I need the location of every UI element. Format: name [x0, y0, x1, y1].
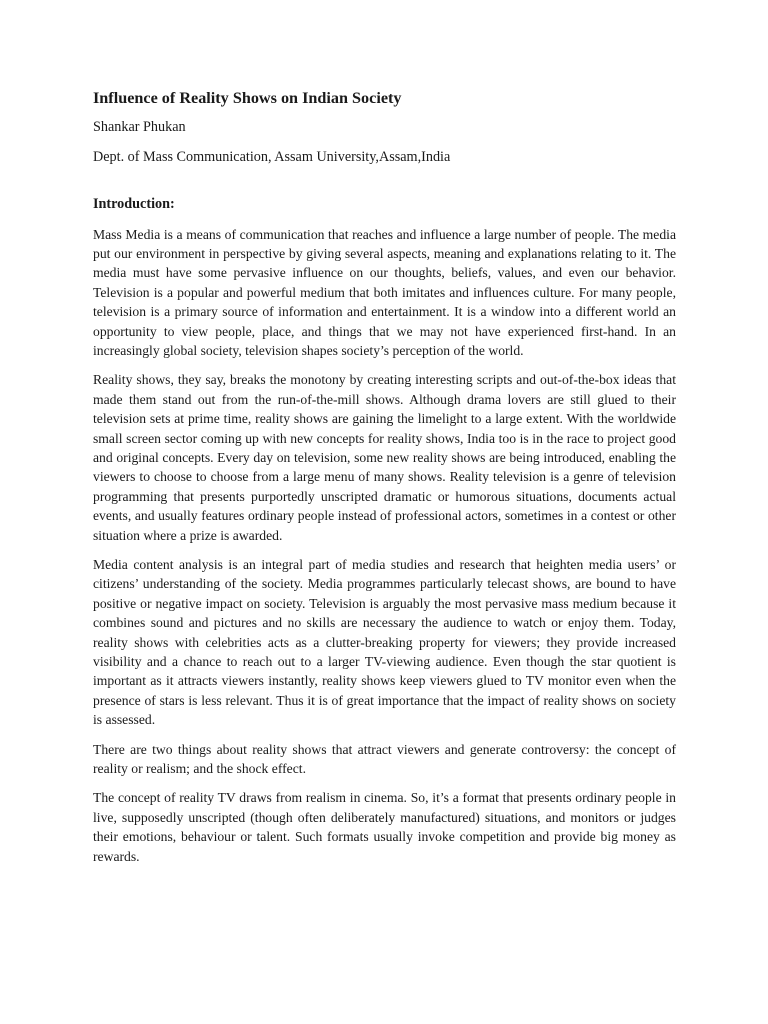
author-name: Shankar Phukan [93, 119, 186, 135]
paragraph-4: There are two things about reality shows that attract viewers and generate controversy: the concept of reality or realism; and the shock effect. [93, 741, 676, 777]
paper-title: Influence of Reality Shows on Indian Society [93, 89, 402, 107]
section-heading-introduction: Introduction: [93, 196, 175, 212]
document-body [93, 88, 676, 876]
author-affiliation: Dept. of Mass Communication, Assam University,Assam,India [93, 148, 451, 165]
paragraph-3: Media content analysis is an integral part of media studies and research that heighten media users’ or citizens’ understanding of the society. Media programmes particularly telecast shows, are bound to have positive or negative impact on society. Television is arguably the most pervasive mass medium because it combines sound and pictures and no skills are necessary the audience to watch or enjoy them. Today, reality shows with celebrities acts as a clutter-breaking property for viewers; they provide increased visibility and a chance to reach out to a larger TV-viewing audience. Even though the star quotient is important as it attracts viewers instantly, reality shows keep viewers glued to TV monitor even when the presence of stars is less relevant. Thus it is of great importance that the impact of reality shows on society is assessed. [93, 557, 676, 728]
paragraph-1: Mass Media is a means of communication that reaches and influence a large number of people. The media put our environment in perspective by giving several aspects, meaning and explanations relating to it. The media must have some pervasive influence on our thoughts, beliefs, values, and even our behavior. Television is a popular and powerful medium that both imitates and influences culture. For many people, television is a primary source of information and entertainment. It is a window into a different world an opportunity to view people, place, and things that we may not have experienced first-hand. In an increasingly global society, television shapes society’s perception of the world. [93, 226, 676, 358]
paragraph-2: Reality shows, they say, breaks the monotony by creating interesting scripts and out-of-the-box ideas that made them stand out from the run-of-the-mill shows. Although drama lovers are still glued to their television sets at prime time, reality shows are gaining the limelight to a large extent. With the worldwide small screen sector coming up with new concepts for reality shows, India too is in the race to project good and original concepts. Every day on television, some new reality shows are being introduced, enabling the viewers to choose to choose from a large menu of many shows. Reality television is a genre of television programming that presents purportedly unscripted dramatic or humorous situations, documents actual events, and usually features ordinary people instead of professional actors, sometimes in a contest or other situation where a prize is awarded. [93, 372, 676, 543]
paragraph-5: The concept of reality TV draws from realism in cinema. So, it’s a format that presents ordinary people in live, supposedly unscripted (though often deliberately manufactured) situations, and monitors or judges their emotions, behaviour or talent. Such formats usually invoke competition and provide big money as rewards. [93, 790, 676, 864]
